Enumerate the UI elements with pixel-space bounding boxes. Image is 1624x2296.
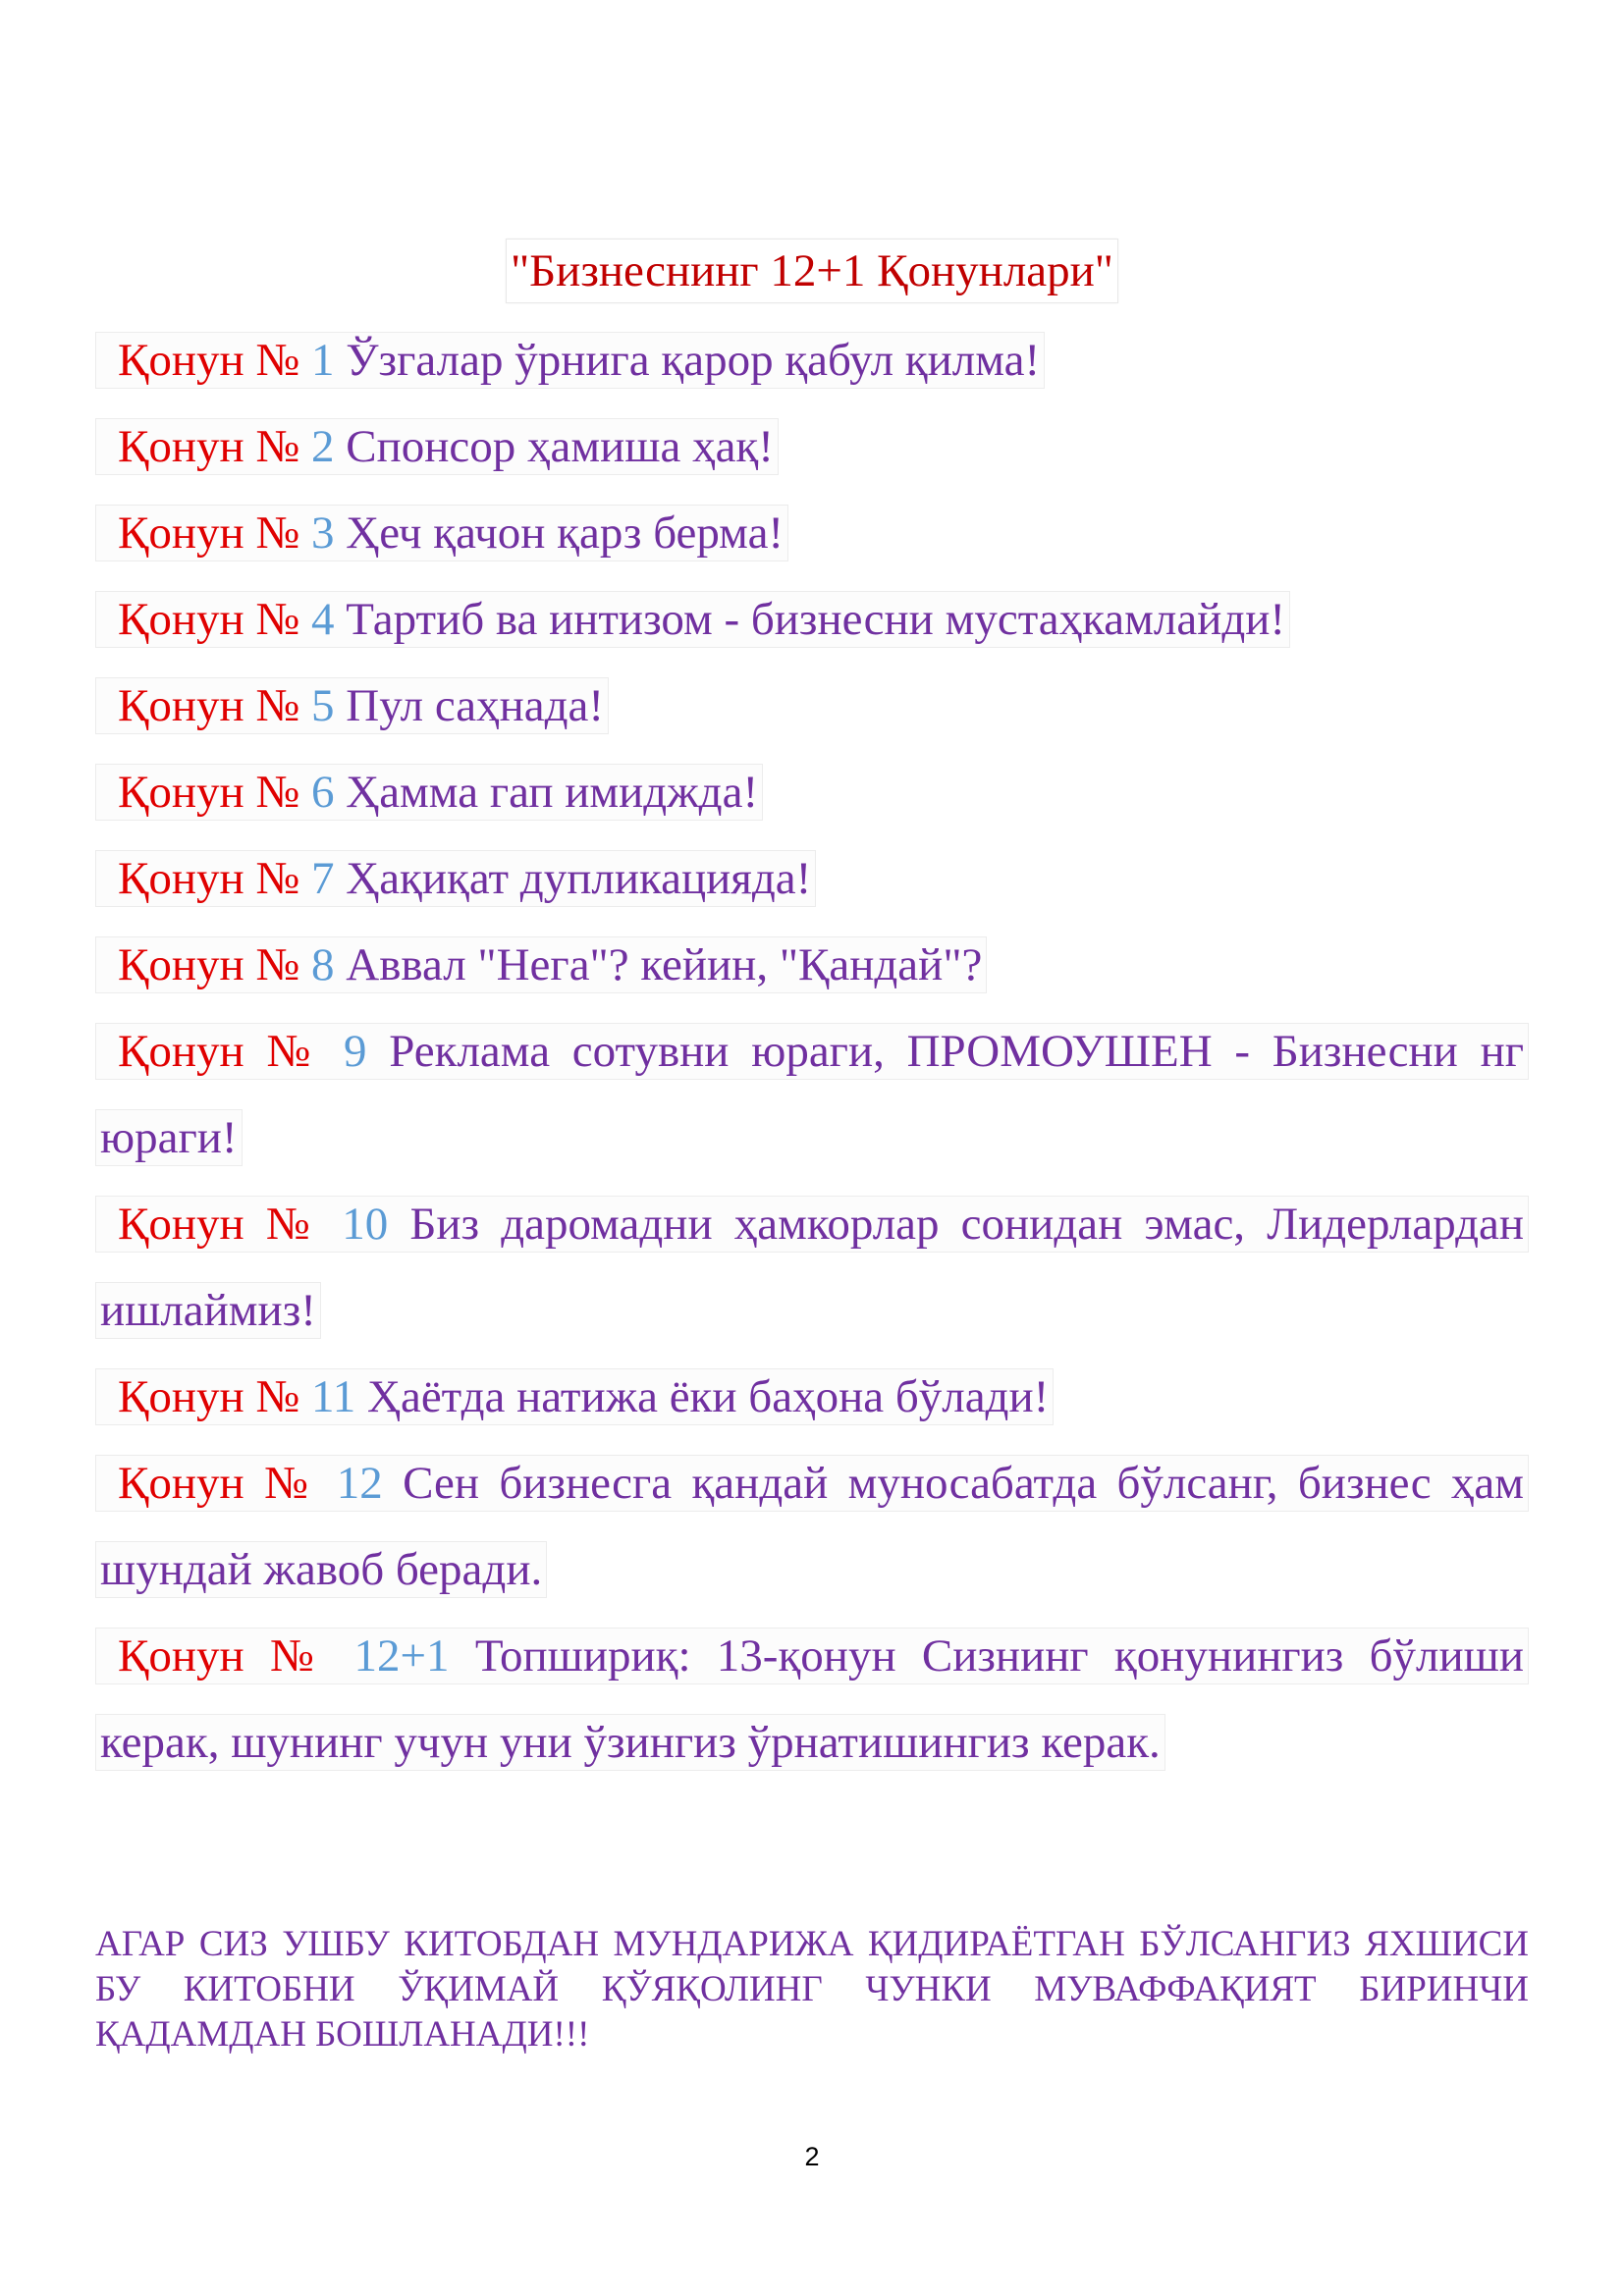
law-number: 11 <box>311 1371 356 1422</box>
law-item <box>95 403 1529 490</box>
law-label: Қонун № <box>118 1371 300 1422</box>
page-title <box>0 239 1624 303</box>
law-item <box>95 1354 1529 1440</box>
law-number: 1 <box>311 335 335 386</box>
law-label: Қонун № <box>118 767 300 818</box>
law-label: Қонун № <box>118 853 300 904</box>
law-text: Ҳаётда натижа ёки баҳона бўлади! <box>367 1371 1050 1422</box>
law-number: 2 <box>311 421 335 472</box>
law-text: Ҳамма гап имиджда! <box>346 767 759 818</box>
laws-list <box>95 317 1529 1786</box>
law-item <box>95 749 1529 835</box>
law-text: Биз даромадни ҳамкорлар сонидан эмас, Лидерлардан ишлаймиз! <box>100 1199 1525 1336</box>
law-number: 4 <box>311 594 335 645</box>
law-label: Қонун № <box>118 421 300 472</box>
law-item <box>95 1440 1529 1613</box>
law-number: 7 <box>311 853 335 904</box>
law-number: 3 <box>311 507 335 559</box>
law-text: Аввал "Нега"? кейин, "Қандай"? <box>346 939 983 990</box>
law-label: Қонун № <box>118 594 300 645</box>
law-label: Қонун № <box>118 939 300 990</box>
law-text: Ўзгалар ўрнига қарор қабул қилма! <box>346 335 1041 386</box>
page-number: 2 <box>804 2142 820 2171</box>
law-text: Ҳақиқат дупликацияда! <box>346 853 812 904</box>
law-item <box>95 1613 1529 1786</box>
law-item <box>95 1008 1529 1181</box>
law-item <box>95 576 1529 663</box>
law-item <box>95 317 1529 403</box>
law-label: Қонун № <box>118 1026 322 1077</box>
law-item <box>95 490 1529 576</box>
law-label: Қонун № <box>118 1630 329 1682</box>
notice-paragraph: АГАР СИЗ УШБУ КИТОБДАН МУНДАРИЖА ҚИДИРАЁТГАН БЎЛСАНГИЗ ЯХШИСИ БУ КИТОБНИ ЎҚИМАЙ ҚЎЯҚОЛИНГ ЧУНКИ МУВАФФАҚИЯТ БИРИНЧИ ҚАДАМДАН БОШЛАНАДИ!!! <box>95 1924 1529 2055</box>
law-text: Пул саҳнада! <box>346 680 605 731</box>
law-text: Топшириқ: 13-қонун Сизнинг қонунингиз бўлиши керак, шунинг учун уни ўзингиз ўрнатишингиз керак. <box>100 1630 1524 1768</box>
law-text: Реклама сотувни юраги, ПРОМОУШЕН - Бизнесни нг юраги! <box>100 1026 1525 1163</box>
law-text: Тартиб ва интизом - бизнесни мустаҳкамлайди! <box>346 594 1286 645</box>
law-number: 8 <box>311 939 335 990</box>
law-number: 5 <box>311 680 335 731</box>
law-text: Ҳеч қачон қарз берма! <box>346 507 785 559</box>
law-item <box>95 663 1529 749</box>
law-label: Қонун № <box>118 507 300 559</box>
law-label: Қонун № <box>118 335 300 386</box>
law-item <box>95 1181 1529 1354</box>
law-item <box>95 922 1529 1008</box>
law-text: Спонсор ҳамиша ҳақ! <box>346 421 774 472</box>
page-title-text: "Бизнеснинг 12+1 Қонунлари" <box>506 239 1118 303</box>
law-number: 6 <box>311 767 335 818</box>
law-label: Қонун № <box>118 1199 321 1250</box>
law-label: Қонун № <box>118 1458 317 1509</box>
law-number: 9 <box>344 1026 367 1077</box>
law-text: Сен бизнесга қандай муносабатда бўлсанг, бизнес ҳам шундай жавоб беради. <box>100 1458 1524 1595</box>
law-item <box>95 835 1529 922</box>
law-label: Қонун № <box>118 680 300 731</box>
law-number: 12+1 <box>353 1630 450 1682</box>
law-number: 12 <box>336 1458 383 1509</box>
law-number: 10 <box>342 1199 389 1250</box>
